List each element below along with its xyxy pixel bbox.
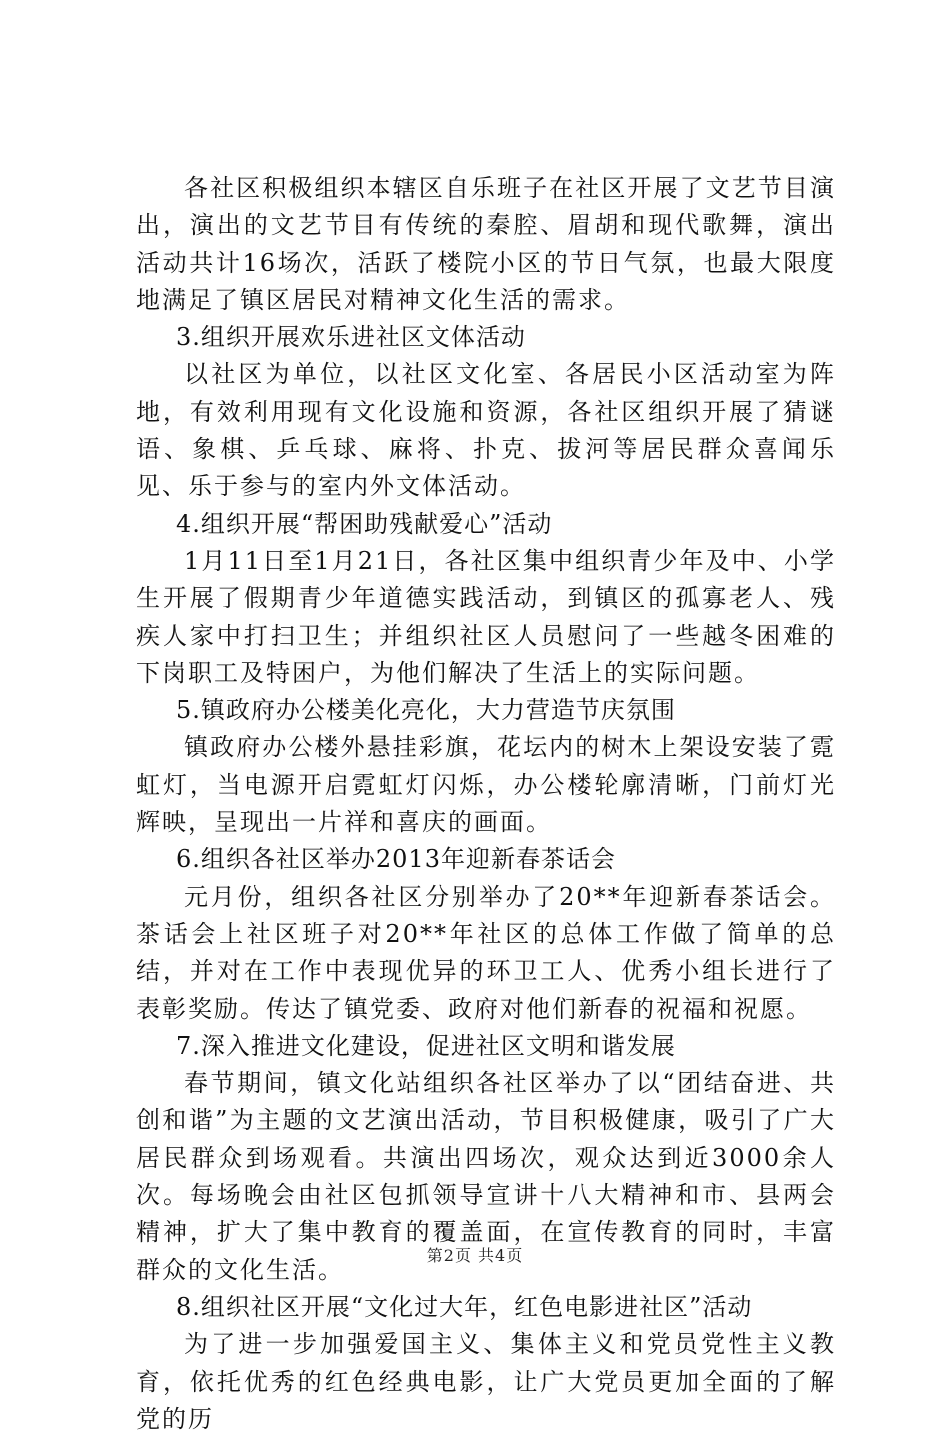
paragraph: 为了进一步加强爱国主义、集体主义和党员党性主义教育，依托优秀的红色经典电影，让广大党员更加全面的了解党的历 (136, 1330, 836, 1433)
paragraph: 镇政府办公楼外悬挂彩旗，花坛内的树木上架设安装了霓虹灯，当电源开启霓虹灯闪烁，办公楼轮廓清晰，门前灯光辉映，呈现出一片祥和喜庆的画面。 (136, 733, 836, 837)
paragraph: 1月11日至1月21日，各社区集中组织青少年及中、小学生开展了假期青少年道德实践活动，到镇区的孤寡老人、残疾人家中打扫卫生；并组织社区人员慰问了一些越冬困难的下岗职工及特困户，为他们解决了生活上的实际问题。 (136, 546, 836, 687)
section-heading: 4.组织开展“帮困助残献爱心”活动 (176, 509, 553, 538)
page-number-footer: 第2页 共4页 (426, 1246, 524, 1265)
paragraph: 以社区为单位，以社区文化室、各居民小区活动室为阵地，有效利用现有文化设施和资源，各社区组织开展了猜谜语、象棋、乒乓球、麻将、扑克、拔河等居民群众喜闻乐见、乐于参与的室内外文体活动。 (136, 360, 836, 501)
section-heading: 8.组织社区开展“文化过大年，红色电影进社区”活动 (176, 1292, 753, 1321)
section-heading: 3.组织开展欢乐进社区文体活动 (176, 323, 526, 352)
section-heading: 7.深入推进文化建设，促进社区文明和谐发展 (176, 1031, 676, 1060)
paragraph: 春节期间，镇文化站组织各社区举办了以“团结奋进、共创和谐”为主题的文艺演出活动，节目积极健康，吸引了广大居民群众到场观看。共演出四场次，观众达到近3000余人次。每场晚会由社区包抓领导宣讲十八大精神和市、县两会精神，扩大了集中教育的覆盖面，在宣传教育的同时，丰富群众的文化生活。 (136, 1069, 836, 1284)
paragraph: 各社区积极组织本辖区自乐班子在社区开展了文艺节目演出，演出的文艺节目有传统的秦腔、眉胡和现代歌舞，演出活动共计16场次，活跃了楼院小区的节日气氛，也最大限度地满足了镇区居民对精神文化生活的需求。 (136, 174, 836, 314)
section-heading: 6.组织各社区举办2013年迎新春茶话会 (176, 845, 616, 874)
paragraph: 元月份，组织各社区分别举办了20**年迎新春茶话会。茶话会上社区班子对20**年社区的总体工作做了简单的总结，并对在工作中表现优异的环卫工人、优秀小组长进行了表彰奖励。传达了镇党委、政府对他们新春的祝福和祝愿。 (136, 882, 836, 1023)
section-heading: 5.镇政府办公楼美化亮化，大力营造节庆氛围 (176, 696, 676, 725)
